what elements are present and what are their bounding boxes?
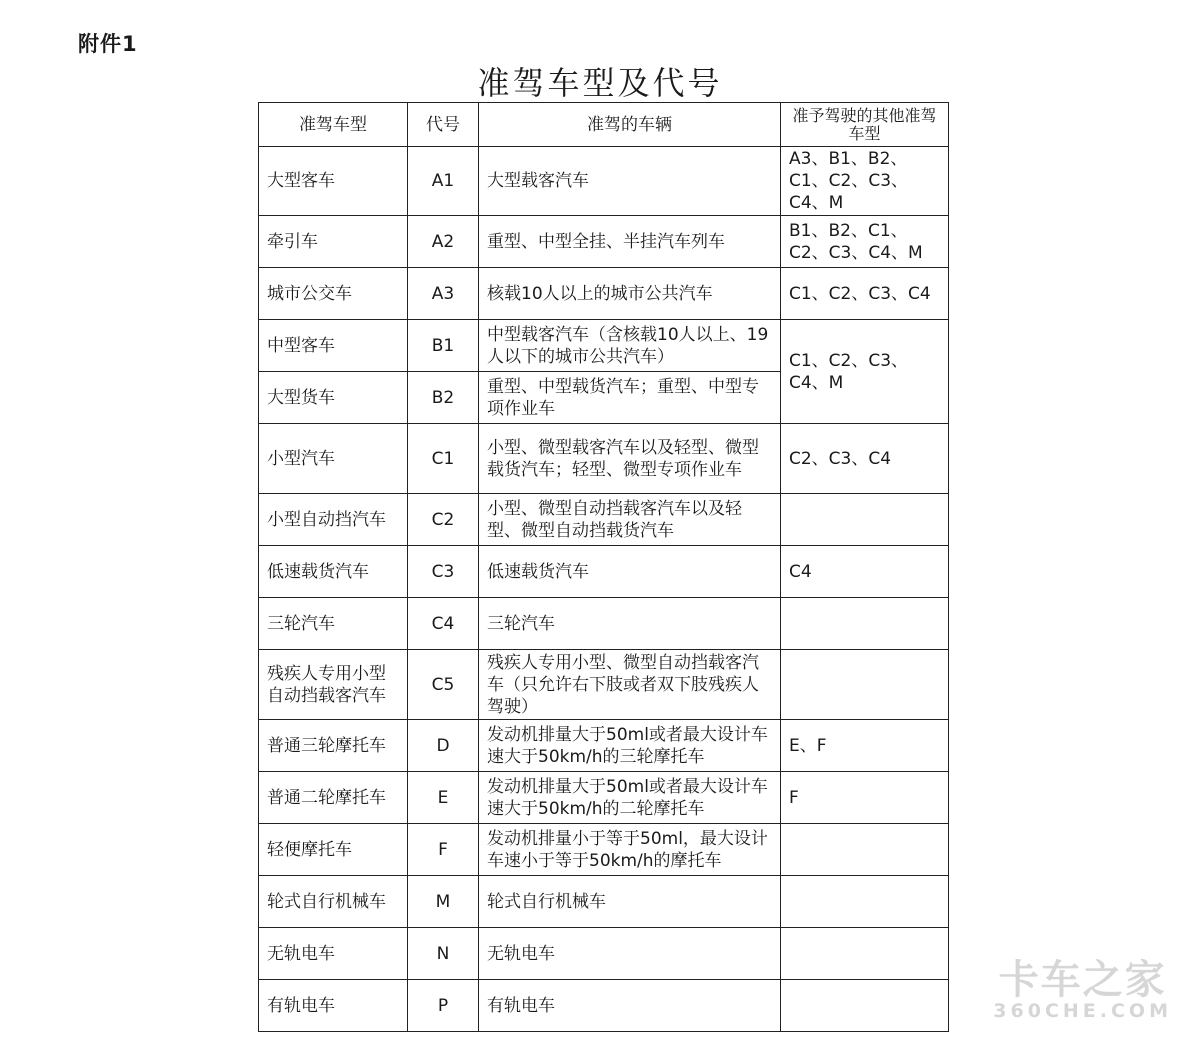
cell-type: 小型自动挡汽车 [259, 494, 408, 546]
cell-type: 残疾人专用小型自动挡载客汽车 [259, 650, 408, 720]
table-row [259, 320, 949, 372]
cell-vehicles: 小型、微型自动挡载客汽车以及轻型、微型自动挡载货汽车 [479, 494, 781, 546]
cell-other [781, 928, 949, 980]
cell-code: B1 [408, 320, 479, 372]
header-vehicles: 准驾的车辆 [479, 103, 781, 147]
cell-code: A3 [408, 268, 479, 320]
cell-type: 普通三轮摩托车 [259, 720, 408, 772]
table-row [259, 424, 949, 494]
table-row [259, 598, 949, 650]
cell-other: C1、C2、C3、C4、M [781, 320, 949, 424]
cell-other: B1、B2、C1、C2、C3、C4、M [781, 216, 949, 268]
cell-vehicles: 发动机排量小于等于50ml，最大设计车速小于等于50km/h的摩托车 [479, 824, 781, 876]
cell-type: 城市公交车 [259, 268, 408, 320]
cell-code: C1 [408, 424, 479, 494]
cell-other: A3、B1、B2、C1、C2、C3、C4、M [781, 147, 949, 216]
cell-other: F [781, 772, 949, 824]
table-row [259, 494, 949, 546]
cell-vehicles: 大型载客汽车 [479, 147, 781, 216]
cell-other [781, 598, 949, 650]
cell-type: 无轨电车 [259, 928, 408, 980]
cell-other [781, 650, 949, 720]
cell-other [781, 980, 949, 1032]
cell-code: B2 [408, 372, 479, 424]
cell-type: 三轮汽车 [259, 598, 408, 650]
cell-type: 牵引车 [259, 216, 408, 268]
table-row [259, 268, 949, 320]
cell-type: 轻便摩托车 [259, 824, 408, 876]
table-row [259, 876, 949, 928]
cell-code: C4 [408, 598, 479, 650]
cell-code: A1 [408, 147, 479, 216]
watermark-cn: 卡车之家 [998, 957, 1167, 1003]
header-type: 准驾车型 [259, 103, 408, 147]
table-header-row [259, 103, 949, 147]
watermark-en: 360CHE.COM [993, 1000, 1172, 1022]
cell-vehicles: 三轮汽车 [479, 598, 781, 650]
cell-type: 大型客车 [259, 147, 408, 216]
cell-code: D [408, 720, 479, 772]
cell-code: F [408, 824, 479, 876]
cell-type: 大型货车 [259, 372, 408, 424]
cell-vehicles: 重型、中型全挂、半挂汽车列车 [479, 216, 781, 268]
header-code: 代号 [408, 103, 479, 147]
cell-vehicles: 残疾人专用小型、微型自动挡载客汽车（只允许右下肢或者双下肢残疾人驾驶） [479, 650, 781, 720]
cell-type: 有轨电车 [259, 980, 408, 1032]
cell-code: P [408, 980, 479, 1032]
table-row [259, 720, 949, 772]
cell-code: N [408, 928, 479, 980]
cell-vehicles: 中型载客汽车（含核载10人以上、19人以下的城市公共汽车） [479, 320, 781, 372]
cell-other: E、F [781, 720, 949, 772]
cell-vehicles: 无轨电车 [479, 928, 781, 980]
cell-vehicles: 重型、中型载货汽车；重型、中型专项作业车 [479, 372, 781, 424]
cell-vehicles: 低速载货汽车 [479, 546, 781, 598]
cell-code: C3 [408, 546, 479, 598]
table-row [259, 147, 949, 216]
cell-vehicles: 发动机排量大于50ml或者最大设计车速大于50km/h的二轮摩托车 [479, 772, 781, 824]
table-row [259, 216, 949, 268]
table-row [259, 650, 949, 720]
cell-other [781, 824, 949, 876]
cell-type: 中型客车 [259, 320, 408, 372]
cell-vehicles: 轮式自行机械车 [479, 876, 781, 928]
table-row [259, 928, 949, 980]
cell-vehicles: 小型、微型载客汽车以及轻型、微型载货汽车；轻型、微型专项作业车 [479, 424, 781, 494]
cell-code: C2 [408, 494, 479, 546]
page-title: 准驾车型及代号 [477, 64, 723, 102]
cell-other [781, 494, 949, 546]
cell-other: C4 [781, 546, 949, 598]
cell-other: C2、C3、C4 [781, 424, 949, 494]
header-other: 准予驾驶的其他准驾车型 [781, 103, 949, 147]
cell-code: C5 [408, 650, 479, 720]
cell-type: 小型汽车 [259, 424, 408, 494]
table-row [259, 546, 949, 598]
cell-type: 低速载货汽车 [259, 546, 408, 598]
cell-type: 轮式自行机械车 [259, 876, 408, 928]
cell-code: A2 [408, 216, 479, 268]
site-watermark [993, 957, 1172, 1022]
cell-other [781, 876, 949, 928]
licence-class-table [258, 102, 949, 1032]
annex-label: 附件1 [78, 32, 138, 56]
cell-code: E [408, 772, 479, 824]
cell-vehicles: 有轨电车 [479, 980, 781, 1032]
cell-vehicles: 核载10人以上的城市公共汽车 [479, 268, 781, 320]
cell-type: 普通二轮摩托车 [259, 772, 408, 824]
table-row [259, 824, 949, 876]
table-row [259, 980, 949, 1032]
cell-other: C1、C2、C3、C4 [781, 268, 949, 320]
cell-code: M [408, 876, 479, 928]
table-row [259, 772, 949, 824]
cell-vehicles: 发动机排量大于50ml或者最大设计车速大于50km/h的三轮摩托车 [479, 720, 781, 772]
